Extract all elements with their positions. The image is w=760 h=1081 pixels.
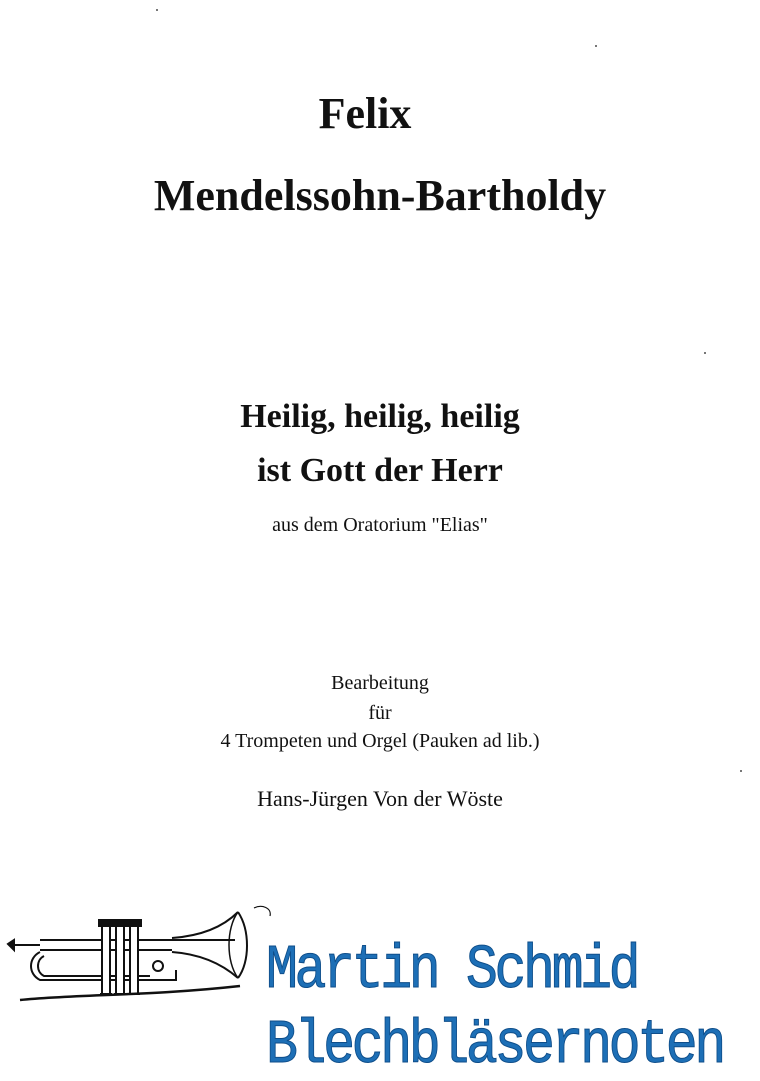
arrangement-line-1: Bearbeitung xyxy=(331,672,429,694)
publisher-tagline: Blechbläsernoten xyxy=(266,1010,723,1081)
speck xyxy=(740,770,742,772)
title-line-2: ist Gott der Herr xyxy=(257,452,503,489)
composer-last-name: Mendelssohn-Bartholdy xyxy=(153,171,607,220)
trumpet-icon xyxy=(0,900,300,1020)
title-line-1: Heilig, heilig, heilig xyxy=(240,398,520,435)
speck xyxy=(704,352,706,354)
arrangement-line-2: für xyxy=(368,702,392,724)
publisher-logo xyxy=(0,900,760,1080)
speck xyxy=(595,45,597,47)
arrangement-line-3: 4 Trompeten und Orgel (Pauken ad lib.) xyxy=(220,730,540,752)
arranger-name: Hans-Jürgen Von der Wöste xyxy=(257,786,503,811)
subtitle: aus dem Oratorium "Elias" xyxy=(272,514,488,536)
composer-first-name: Felix xyxy=(318,89,412,138)
speck xyxy=(156,9,158,11)
publisher-name: Martin Schmid xyxy=(266,935,638,1006)
